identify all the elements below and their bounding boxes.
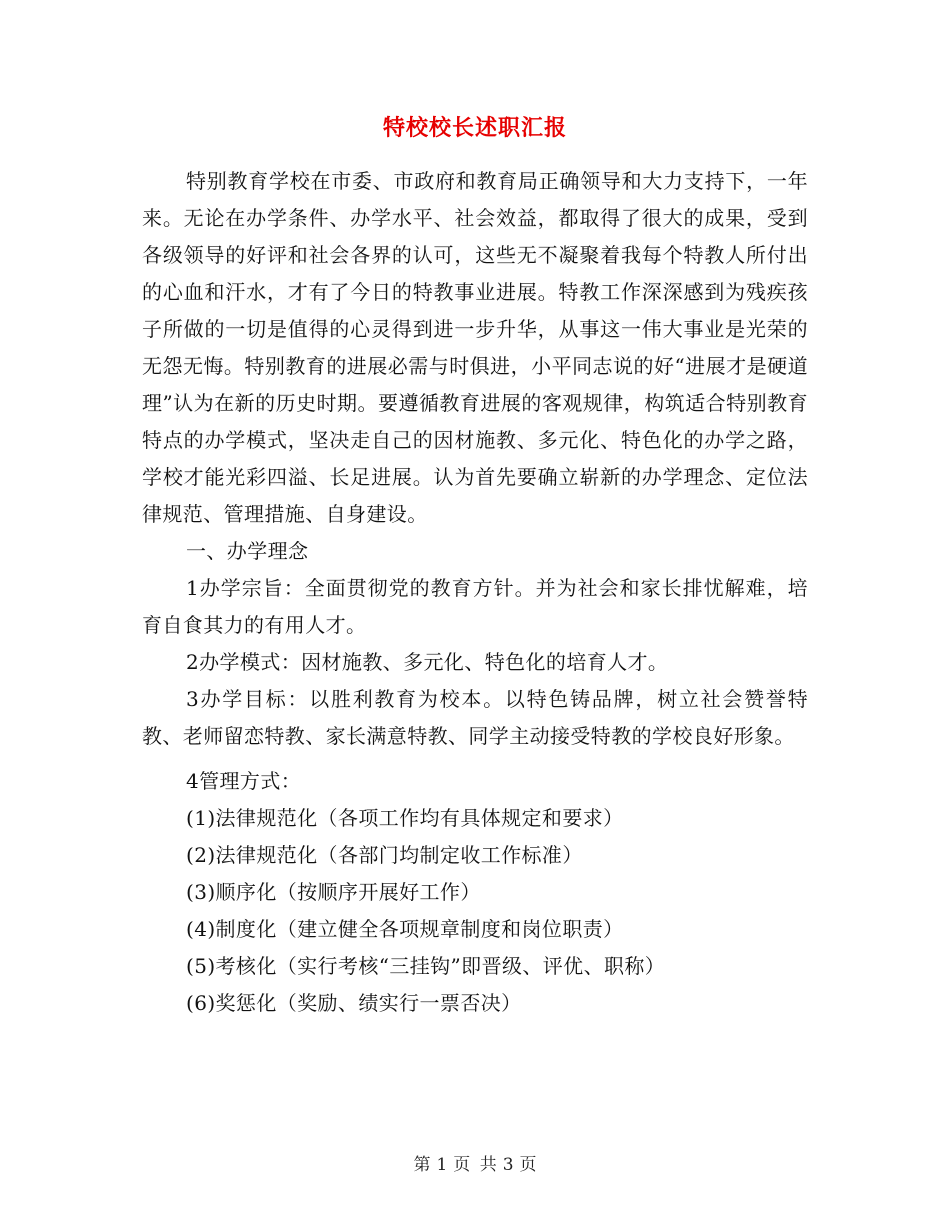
page-label-mid: 页 共 <box>453 1155 497 1175</box>
sub-item-5: (5)考核化（实行考核“三挂钩”即晋级、评优、职称） <box>186 954 666 978</box>
page-footer <box>0 1153 950 1177</box>
page-total: 3 <box>502 1155 514 1175</box>
sub-item-3: (3)顺序化（按顺序开展好工作） <box>186 880 481 904</box>
item-purpose: 1办学宗旨：全面贯彻党的教育方针。并为社会和家长排忧解难，培育自食其力的有用人才。 <box>142 576 808 637</box>
page-label-prefix: 第 <box>413 1155 431 1175</box>
document-body <box>142 163 808 1022</box>
section-heading-philosophy: 一、办学理念 <box>186 539 309 563</box>
sub-item-4: (4)制度化（建立健全各项规章制度和岗位职责） <box>186 917 624 941</box>
page-current: 1 <box>436 1155 448 1175</box>
sub-item-2: (2)法律规范化（各部门均制定收工作标准） <box>186 843 583 867</box>
sub-item-6: (6)奖惩化（奖励、绩实行一票否决） <box>186 991 522 1015</box>
item-mode: 2办学模式：因材施教、多元化、特色化的培育人才。 <box>186 650 669 674</box>
intro-paragraph: 特别教育学校在市委、市政府和教育局正确领导和大力支持下，一年来。无论在办学条件、办学水平、社会效益，都取得了很大的成果，受到各级领导的好评和社会各界的认可，这些无不凝聚着我每个特教人所付出的心血和汗水，才有了今日的特教事业进展。特教工作深深感到为残疾孩子所做的一切是值得的心灵得到进一步升华，从事这一伟大事业是光荣的无怨无悔。特别教育的进展必需与时俱进，小平同志说的好“进展才是硬道理”认为在新的历史时期。要遵循教育进展的客观规律，构筑适合特别教育特点的办学模式，坚决走自己的因材施教、多元化、特色化的办学之路，学校才能光彩四溢、长足进展。认为首先要确立崭新的办学理念、定位法律规范、管理措施、自身建设。 <box>142 169 808 526</box>
item-management-heading: 4管理方式： <box>186 769 302 793</box>
item-goal: 3办学目标：以胜利教育为校本。以特色铸品牌，树立社会赞誉特教、老师留恋特教、家长满意特教、同学主动接受特教的学校良好形象。 <box>142 687 808 748</box>
page-label-suffix: 页 <box>519 1155 537 1175</box>
sub-item-1: (1)法律规范化（各项工作均有具体规定和要求） <box>186 806 624 830</box>
document-title: 特校校长述职汇报 <box>382 115 567 141</box>
